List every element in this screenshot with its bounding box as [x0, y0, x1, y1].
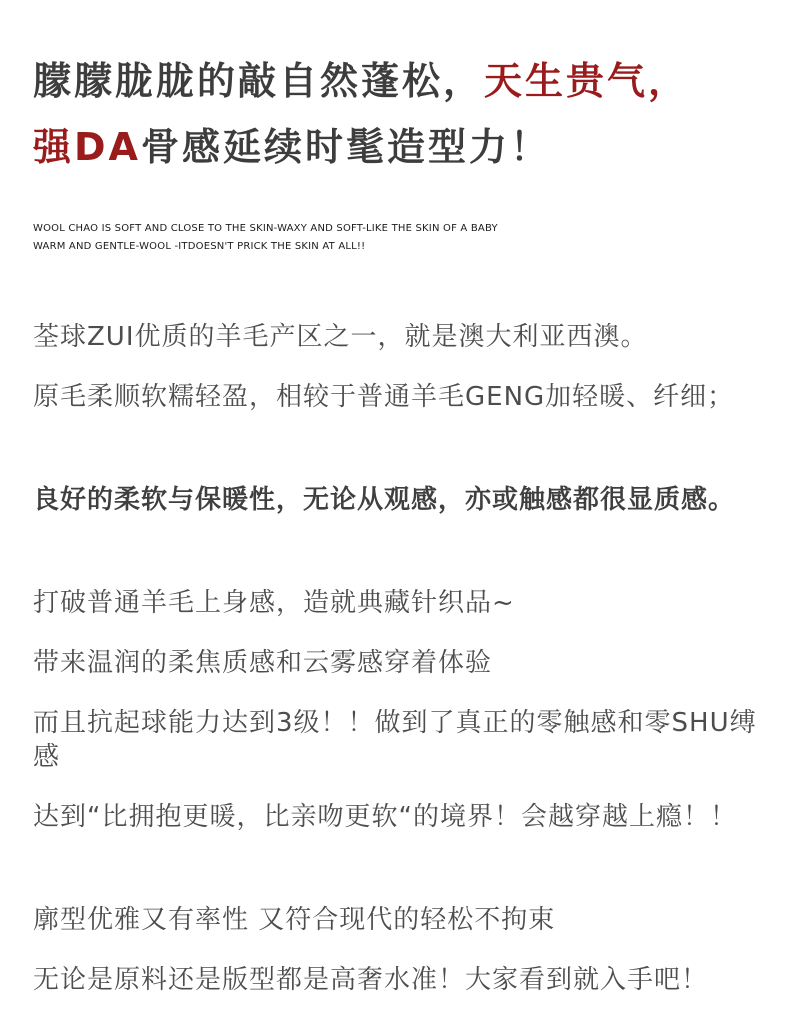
headline-line2-normal: 骨感延续时髦造型力！: [140, 125, 551, 169]
paragraph-raw-wool: 原毛柔顺软糯轻盈，相较于普通羊毛GENG加轻暖、纤细；: [33, 382, 735, 412]
headline-line1: [33, 59, 689, 103]
headline-line1-normal: 朦朦胧胧的敲自然蓬松，: [33, 59, 485, 103]
paragraph-texture-experience: 带来温润的柔焦质感和云雾感穿着体验: [33, 648, 493, 678]
paragraph-softness-warmth: 良好的柔软与保暖性，无论从观感，亦或触感都很显质感。: [33, 485, 736, 515]
paragraph-break-feel: 打破普通羊毛上身感，造就典藏针织品~: [33, 588, 515, 618]
english-subtitle: [33, 220, 760, 256]
headline: [33, 48, 760, 180]
paragraph-anti-pilling: 而且抗起球能力达到3级！！做到了真正的零触感和零SHU缚感: [33, 708, 757, 772]
english-subtitle-line1: WOOL CHAO IS SOFT AND CLOSE TO THE SKIN-WAXY AND SOFT-LIKE THE SKIN OF A BABY: [33, 223, 498, 234]
paragraph-call-to-action: 无论是原料还是版型都是高奢水准！大家看到就入手吧！: [33, 965, 709, 995]
paragraph-warm-soft-quote: 达到“比拥抱更暖，比亲吻更软“的境界！会越穿越上瘾！！: [33, 802, 737, 832]
headline-line2-accent: 强DA: [33, 125, 141, 169]
paragraph-origin: 荃球ZUI优质的羊毛产区之一，就是澳大利亚西澳。: [33, 322, 648, 352]
headline-line2: [33, 125, 551, 169]
headline-line1-accent: 天生贵气，: [484, 59, 690, 103]
english-subtitle-line2: WARM AND GENTLE-WOOL -ITDOESN'T PRICK THE SKIN AT ALL!!: [33, 241, 366, 252]
paragraph-silhouette: 廓型优雅又有率性 又符合现代的轻松不拘束: [33, 905, 556, 935]
